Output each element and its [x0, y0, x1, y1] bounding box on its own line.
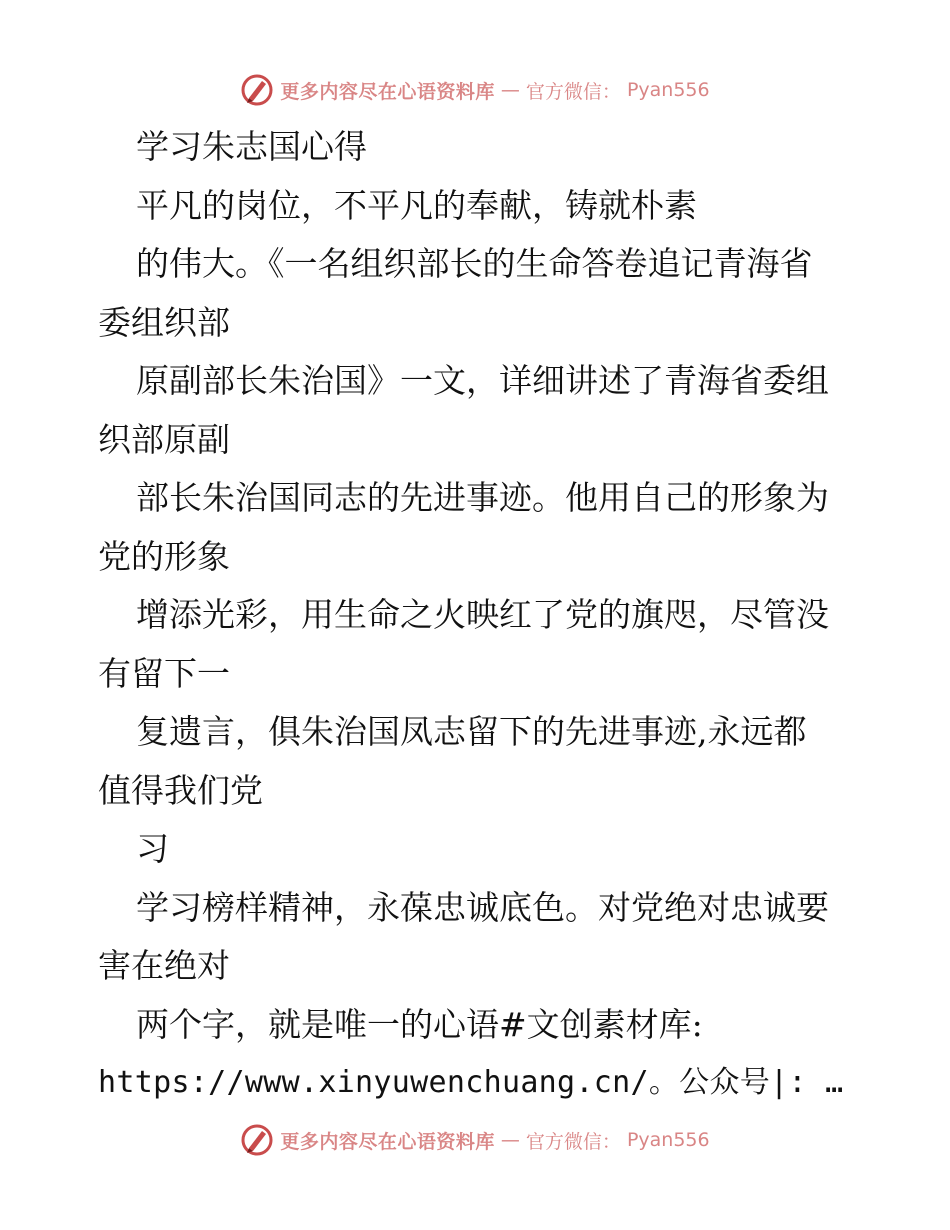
text-line: 两个字，就是唯一的心语#文创素材库: — [136, 1004, 703, 1044]
text-line: 习 — [136, 829, 169, 868]
watermark-sub-text: 官方微信： — [525, 1130, 621, 1153]
watermark-wechat-id: Pyan556 — [626, 1129, 710, 1151]
text-line: 党的形象 — [98, 536, 230, 576]
text-line: 害在绝对 — [98, 946, 230, 985]
header-watermark — [0, 70, 950, 110]
text-line: 学习朱志国心得 — [136, 127, 367, 166]
pen-logo-icon — [240, 1123, 274, 1157]
text-line: 学习榜样精神，永葆忠诚底色。对党绝对忠诚要 — [136, 887, 829, 927]
document-body — [98, 118, 858, 1113]
text-line: 原副部长朱治国》一文，详细讲述了青海省委组 — [136, 361, 829, 400]
text-line: 织部原副 — [98, 419, 230, 459]
text-line-url: https://www.xinyuwenchuang.cn/。公众号|: … — [98, 1065, 844, 1100]
text-line: 有留下一 — [98, 653, 230, 693]
text-line: 部长朱治国同志的先进事迹。他用自己的形象为 — [136, 478, 829, 517]
footer-watermark — [0, 1120, 950, 1160]
watermark-main-text: 更多内容尽在心语资料库 — [280, 1130, 495, 1153]
text-line: 增添光彩，用生命之火映红了党的旗咫，尽管没 — [136, 595, 829, 634]
watermark-wechat-id: Pyan556 — [626, 79, 710, 101]
watermark-sub-text: 官方微信： — [525, 80, 621, 103]
watermark-dash: — — [500, 79, 520, 101]
text-line: 值得我们党 — [98, 770, 263, 810]
watermark-main-text: 更多内容尽在心语资料库 — [280, 80, 495, 103]
text-line: 委组织部 — [98, 302, 230, 342]
text-line: 复遗言，俱朱治国凤志留下的先进事迹,永远都 — [136, 712, 807, 751]
pen-logo-icon — [240, 73, 274, 107]
text-line: 的伟大。《一名组织部长的生命答卷追记青海省 — [136, 244, 813, 283]
watermark-dash: — — [500, 1129, 520, 1151]
text-line: 平凡的岗位，不平凡的奉献，铸就朴素 — [136, 185, 697, 225]
